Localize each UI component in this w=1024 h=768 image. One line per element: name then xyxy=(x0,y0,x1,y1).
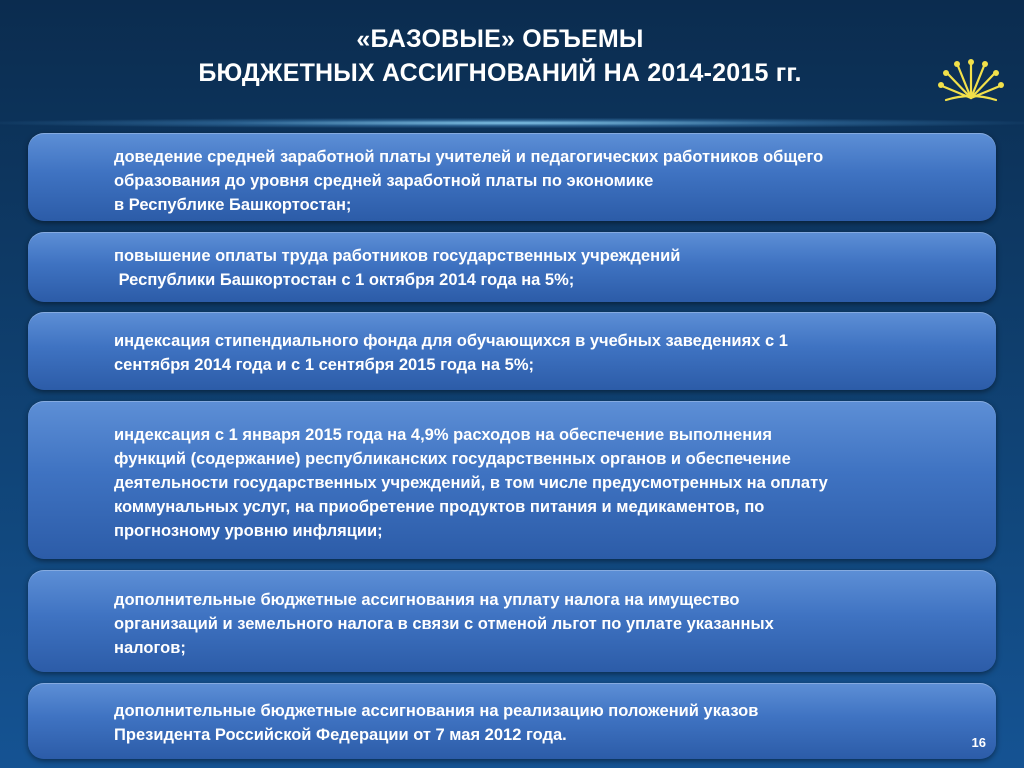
item-card-5 xyxy=(28,570,996,672)
item-text-4 xyxy=(114,423,986,543)
item-card-6 xyxy=(28,683,996,759)
page-number: 16 xyxy=(971,735,986,750)
item-3-line: сентября 2014 года и с 1 сентября 2015 года на 5%; xyxy=(114,356,534,374)
item-text-5 xyxy=(114,588,986,660)
item-card-3 xyxy=(28,312,996,390)
item-3-line: индексация стипендиального фонда для обучающихся в учебных заведениях с 1 xyxy=(114,332,788,350)
item-1-line: образования до уровня средней заработной платы по экономике xyxy=(114,172,654,190)
item-card-4 xyxy=(28,401,996,559)
item-text-1 xyxy=(114,145,986,217)
item-4-line: индексация с 1 января 2015 года на 4,9% расходов на обеспечение выполнения xyxy=(114,426,772,444)
item-2-line: повышение оплаты труда работников государственных учреждений xyxy=(114,247,681,265)
item-card-2 xyxy=(28,232,996,302)
item-1-line: доведение средней заработной платы учителей и педагогических работников общего xyxy=(114,148,824,166)
slide-title-line-1: «БАЗОВЫЕ» ОБЪЕМЫ xyxy=(356,25,644,53)
item-6-line: дополнительные бюджетные ассигнования на реализацию положений указов xyxy=(114,702,759,720)
header-divider-glow xyxy=(0,118,1024,128)
kurai-flower-logo-icon xyxy=(936,52,1006,112)
item-4-line: коммунальных услуг, на приобретение продуктов питания и медикаментов, по xyxy=(114,498,765,516)
slide-title xyxy=(120,22,880,90)
item-5-line: организаций и земельного налога в связи с отменой льгот по уплате указанных xyxy=(114,615,774,633)
item-4-line: деятельности государственных учреждений, в том числе предусмотренных на оплату xyxy=(114,474,828,492)
item-6-line: Президента Российской Федерации от 7 мая 2012 года. xyxy=(114,726,567,744)
slide-title-line-2: БЮДЖЕТНЫХ АССИГНОВАНИЙ НА 2014-2015 гг. xyxy=(198,59,802,87)
item-card-1 xyxy=(28,133,996,221)
item-text-3 xyxy=(114,329,986,377)
item-4-line: функций (содержание) республиканских государственных органов и обеспечение xyxy=(114,450,791,468)
item-5-line: дополнительные бюджетные ассигнования на уплату налога на имущество xyxy=(114,591,740,609)
item-1-line: в Республике Башкортостан; xyxy=(114,196,352,214)
item-4-line: прогнозному уровню инфляции; xyxy=(114,522,383,540)
item-text-2 xyxy=(114,244,986,292)
item-5-line: налогов; xyxy=(114,639,186,657)
item-2-line: Республики Башкортостан с 1 октября 2014 года на 5%; xyxy=(114,271,575,289)
item-text-6 xyxy=(114,699,986,747)
